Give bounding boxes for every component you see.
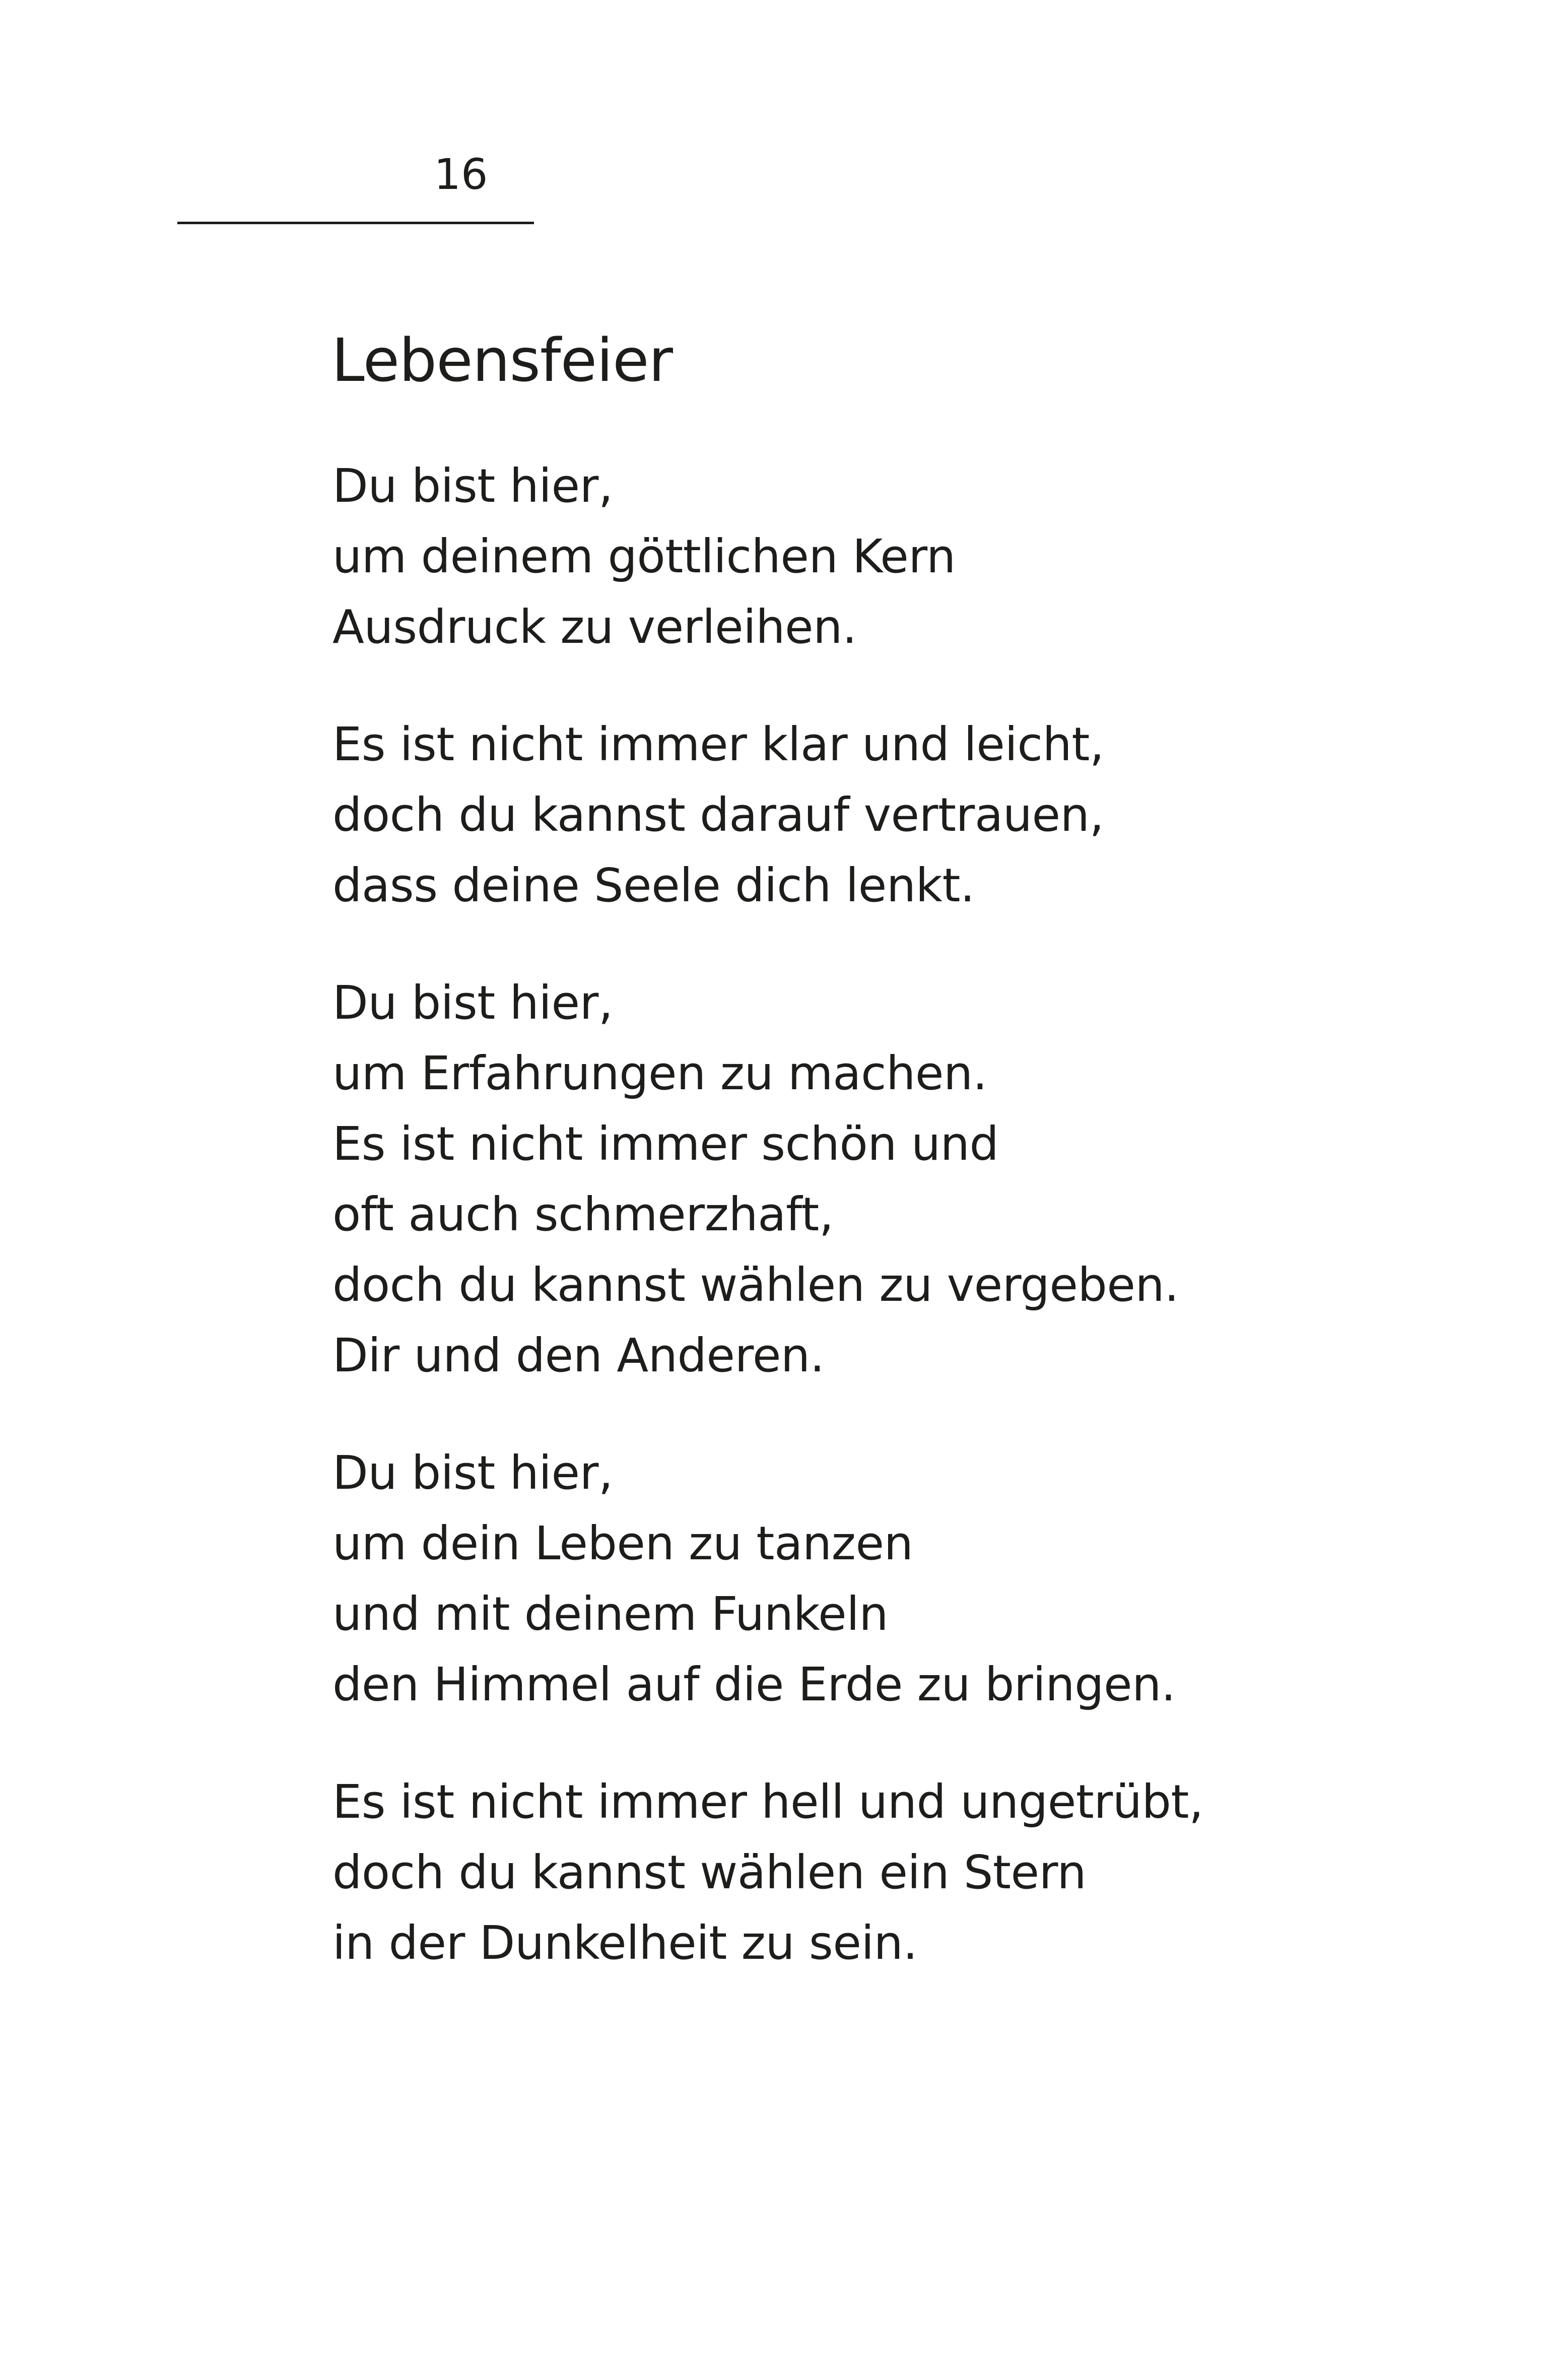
poem-title: Lebensfeier [331,325,673,395]
poem-line: Du bist hier, [332,1446,613,1500]
poem-body [332,451,1491,2025]
poem-line: Es ist nicht immer klar und leicht, [332,717,1104,771]
poem-line: Es ist nicht immer hell und ungetrübt, [332,1775,1203,1829]
poem-line: Es ist nicht immer schön und [332,1117,999,1171]
stanza-4 [332,1438,1491,1720]
poem-line: doch du kannst wählen ein Stern [332,1845,1087,1899]
stanza-3 [332,968,1491,1391]
poem-line: um Erfahrungen zu machen. [332,1046,987,1100]
page-number: 16 [434,150,488,199]
poem-line: oft auch schmerzhaft, [332,1187,834,1241]
stanza-5 [332,1767,1491,1978]
poem-line: um dein Leben zu tanzen [332,1516,913,1570]
poem-line: den Himmel auf die Erde zu bringen. [332,1658,1176,1711]
poem-line: Dir und den Anderen. [332,1329,825,1382]
poem-line: dass deine Seele dich lenkt. [332,858,975,912]
poem-line: Du bist hier, [332,459,613,513]
poem-line: Du bist hier, [332,976,613,1030]
poem-line: in der Dunkelheit zu sein. [332,1916,918,1970]
poem-line: doch du kannst darauf vertrauen, [332,788,1104,842]
poem-line: Ausdruck zu verleihen. [332,600,857,654]
header-rule [177,222,534,224]
poem-line: um deinem göttlichen Kern [332,530,956,583]
poem-line: doch du kannst wählen zu vergeben. [332,1258,1179,1312]
stanza-1 [332,451,1491,663]
stanza-2 [332,709,1491,921]
poem-line: und mit deinem Funkeln [332,1587,889,1641]
